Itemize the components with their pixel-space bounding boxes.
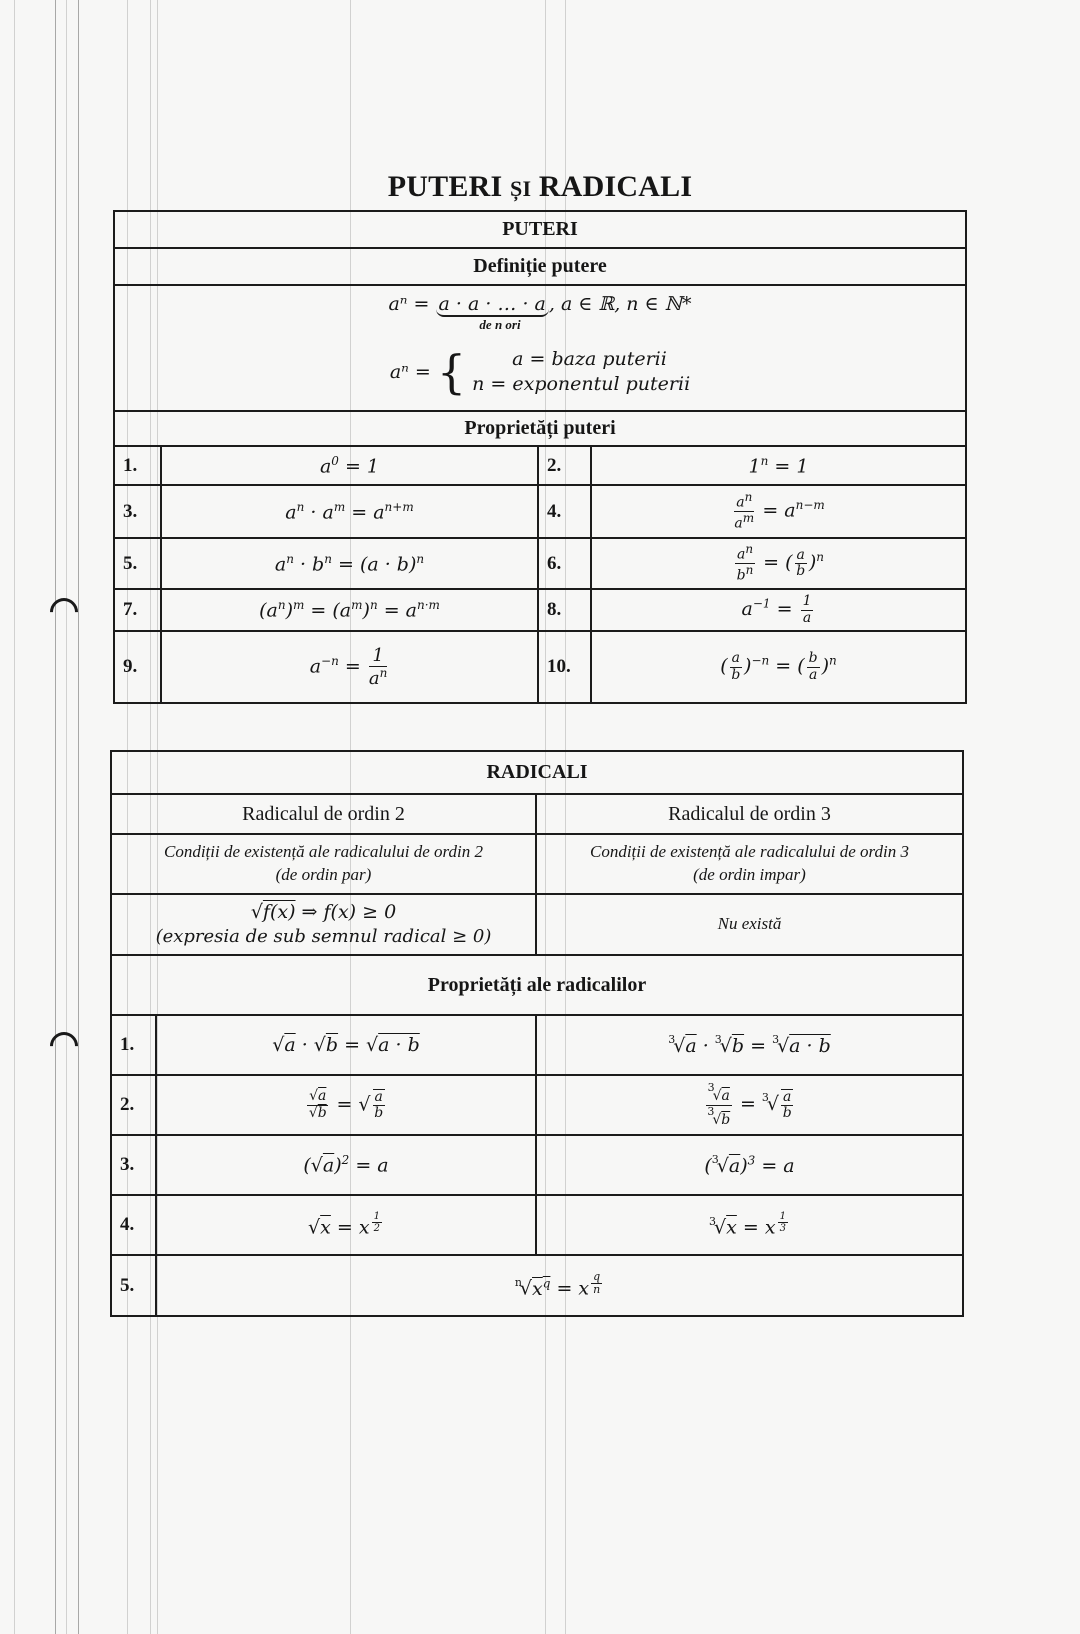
table-row	[114, 538, 966, 589]
definition-formula: aⁿ = a · a · … · a , a ∈ ℝ, n ∈ ℕ*	[388, 293, 692, 316]
general-formula: $^n√x^q = x$ $^{\frac{q}{n}}$	[156, 1255, 963, 1316]
table-row	[111, 1015, 963, 1075]
property-formula: $a^n \cdot a^m = a^{n+m}$	[161, 485, 538, 538]
order2-formula: √a · √b = √a · b	[156, 1015, 536, 1075]
table-row	[111, 1255, 963, 1316]
order2-formula: $\frac{√a}{√b}$ = √ $\frac{a}{b}$	[156, 1075, 536, 1135]
property-number: 1.	[111, 1015, 156, 1075]
property-number: 6.	[538, 538, 591, 589]
definition-body	[114, 285, 966, 411]
order3-header: Radicalul de ordin 3	[536, 794, 963, 834]
table-row	[111, 1135, 963, 1195]
property-formula: $\frac{a^n}{a^m}$ = $a^{n-m}$	[591, 485, 966, 538]
property-number: 1.	[114, 446, 161, 485]
property-number: 3.	[114, 485, 161, 538]
order3-formula: $\frac{^3√a}{^3√b}$ = $^3$√ $\frac{a}{b}$	[536, 1075, 963, 1135]
property-formula: $1^n = 1$	[591, 446, 966, 485]
order3-formula: $^3$√x = x $^{\frac{1}{3}}$	[536, 1195, 963, 1255]
properties-header: Proprietăți puteri	[114, 411, 966, 446]
property-number: 9.	[114, 631, 161, 703]
property-number: 3.	[111, 1135, 156, 1195]
order2-formula: √x = x $^{\frac{1}{2}}$	[156, 1195, 536, 1255]
property-formula: $(a^n)^m = (a^m)^n = a^{n\cdot m}$	[161, 589, 538, 631]
radicali-table	[110, 750, 964, 1317]
order3-formula: $(^3√a)^3 = a$	[536, 1135, 963, 1195]
property-number: 5.	[111, 1255, 156, 1316]
property-number: 4.	[111, 1195, 156, 1255]
definition-header: Definiție putere	[114, 248, 966, 285]
scan-line	[78, 0, 79, 1634]
underbrace-note: de n ori	[479, 317, 521, 333]
property-formula: $a^0 = 1$	[161, 446, 538, 485]
order2-condition-formula: √f(x) ⇒ f(x) ≥ 0 (expresia de sub semnul radical ≥ 0)	[111, 894, 536, 955]
order2-conditions: Condiții de existență ale radicalului de ordin 2 (de ordin par)	[111, 834, 536, 894]
table-row	[111, 1195, 963, 1255]
scan-line	[66, 0, 67, 1634]
property-number: 5.	[114, 538, 161, 589]
table-row	[114, 485, 966, 538]
document-title: PUTERI ȘI RADICALI	[387, 170, 693, 203]
order3-formula: $^3$√a · $^3$√b = $^3$√a · b	[536, 1015, 963, 1075]
property-number: 8.	[538, 589, 591, 631]
table-row	[111, 1075, 963, 1135]
property-number: 7.	[114, 589, 161, 631]
property-formula: $a^{-1}$ = $\frac{1}{a}$	[591, 589, 966, 631]
order3-conditions: Condiții de existență ale radicalului de ordin 3 (de ordin impar)	[536, 834, 963, 894]
puteri-table	[113, 210, 967, 704]
order2-formula: $(√a)^2 = a$	[156, 1135, 536, 1195]
scan-line	[14, 0, 15, 1634]
property-number: 10.	[538, 631, 591, 703]
puteri-header: PUTERI	[114, 211, 966, 248]
table-row	[114, 589, 966, 631]
radicali-header: RADICALI	[111, 751, 963, 794]
property-formula: $\frac{a^n}{b^n}$ = ( $\frac{a}{b}$ )$^n$	[591, 538, 966, 589]
property-number: 2.	[538, 446, 591, 485]
order3-condition: Nu există	[536, 894, 963, 955]
property-number: 4.	[538, 485, 591, 538]
property-formula: $a^{-n}$ = $\frac{1}{a^n}$	[161, 631, 538, 703]
table-row	[114, 631, 966, 703]
property-formula: $a^n \cdot b^n = (a \cdot b)^n$	[161, 538, 538, 589]
property-number: 2.	[111, 1075, 156, 1135]
radicali-properties-header: Proprietăți ale radicalilor	[111, 955, 963, 1015]
table-row	[114, 446, 966, 485]
definition-system: aⁿ = { a = baza puterii n = exponentul puterii	[389, 345, 691, 399]
brace-icon: {	[436, 345, 467, 399]
scan-line	[55, 0, 56, 1634]
underbraced-product: a · a · … · a	[436, 293, 549, 317]
property-formula: ( $\frac{a}{b}$ )$^{-n}$ = ( $\frac{b}{a}$ )$^n$	[591, 631, 966, 703]
order2-header: Radicalul de ordin 2	[111, 794, 536, 834]
